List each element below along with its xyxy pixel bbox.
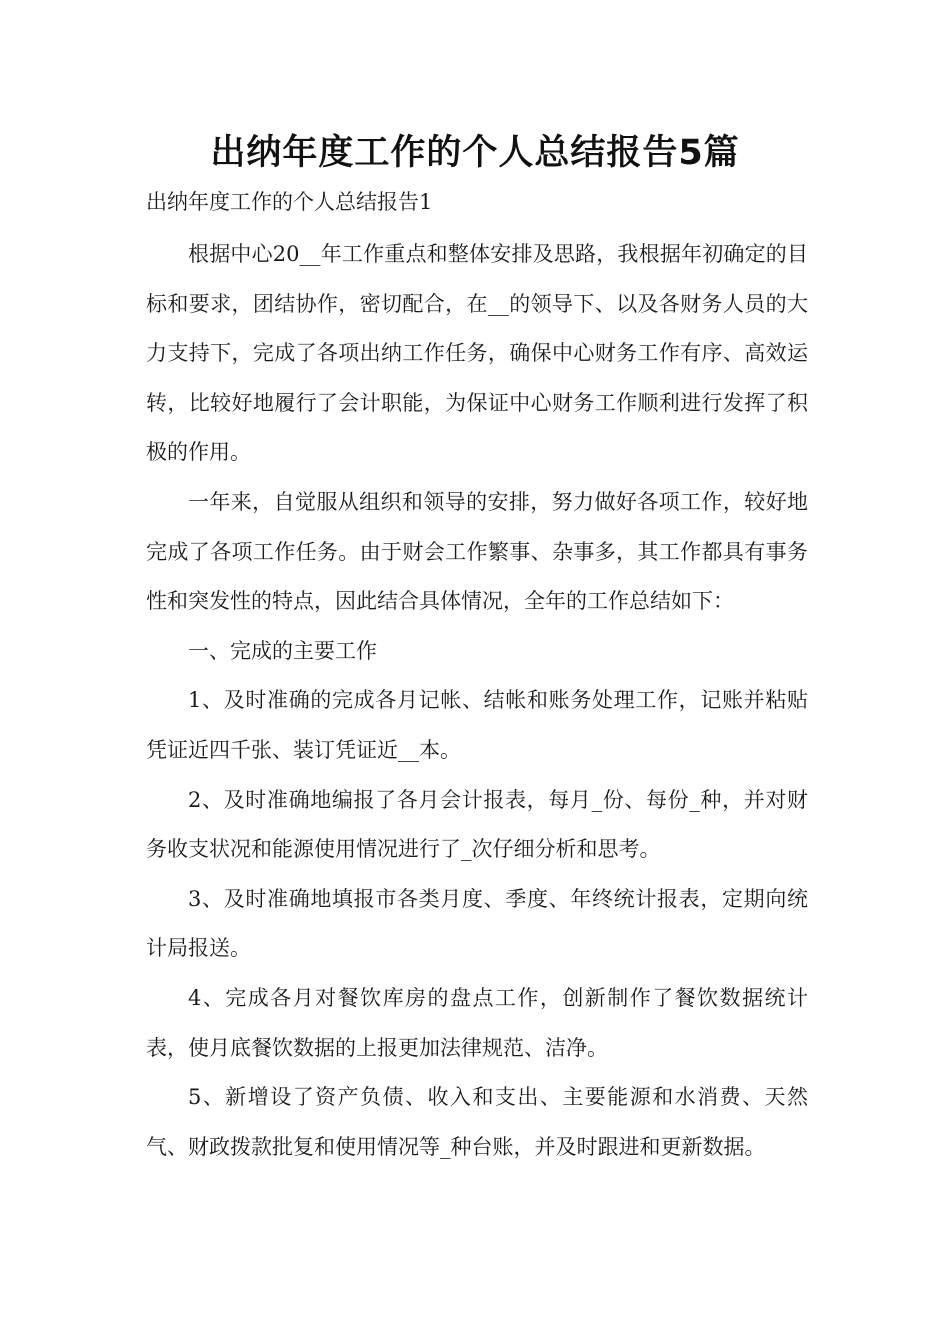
list-item: 2、及时准确地编报了各月会计报表，每月_份、每份_种，并对财务收支状况和能源使用情况进行了_次仔细分析和思考。 <box>146 787 808 862</box>
paragraph-intro: 根据中心20__年工作重点和整体安排及思路，我根据年初确定的目标和要求，团结协作，密切配合，在__的领导下、以及各财务人员的大力支持下，完成了各项出纳工作任务，确保中心财务工作有序、高效运转，比较好地履行了会计职能，为保证中心财务工作顺利进行发挥了积极的作用。 <box>146 242 808 465</box>
document-body <box>146 230 808 1172</box>
document-title: 出纳年度工作的个人总结报告5篇 <box>210 133 740 173</box>
list-item: 1、及时准确的完成各月记帐、结帐和账务处理工作，记账并粘贴凭证近四千张、装订凭证近__本。 <box>146 688 808 762</box>
list-item: 5、新增设了资产负债、收入和支出、主要能源和水消费、天然气、财政拨款批复和使用情况等_种台账，并及时跟进和更新数据。 <box>146 1085 808 1159</box>
list-item: 3、及时准确地填报市各类月度、季度、年终统计报表，定期向统计局报送。 <box>146 886 808 961</box>
list-item: 4、完成各月对餐饮库房的盘点工作，创新制作了餐饮数据统计表，使月底餐饮数据的上报更加法律规范、洁净。 <box>146 985 808 1060</box>
paragraph-overview: 一年来，自觉服从组织和领导的安排，努力做好各项工作，较好地完成了各项工作任务。由于财会工作繁事、杂事多，其工作都具有事务性和突发性的特点，因此结合具体情况，全年的工作总结如下： <box>146 489 808 614</box>
document-subtitle: 出纳年度工作的个人总结报告1 <box>146 190 433 214</box>
section-heading-main-work: 一、完成的主要工作 <box>188 638 377 663</box>
